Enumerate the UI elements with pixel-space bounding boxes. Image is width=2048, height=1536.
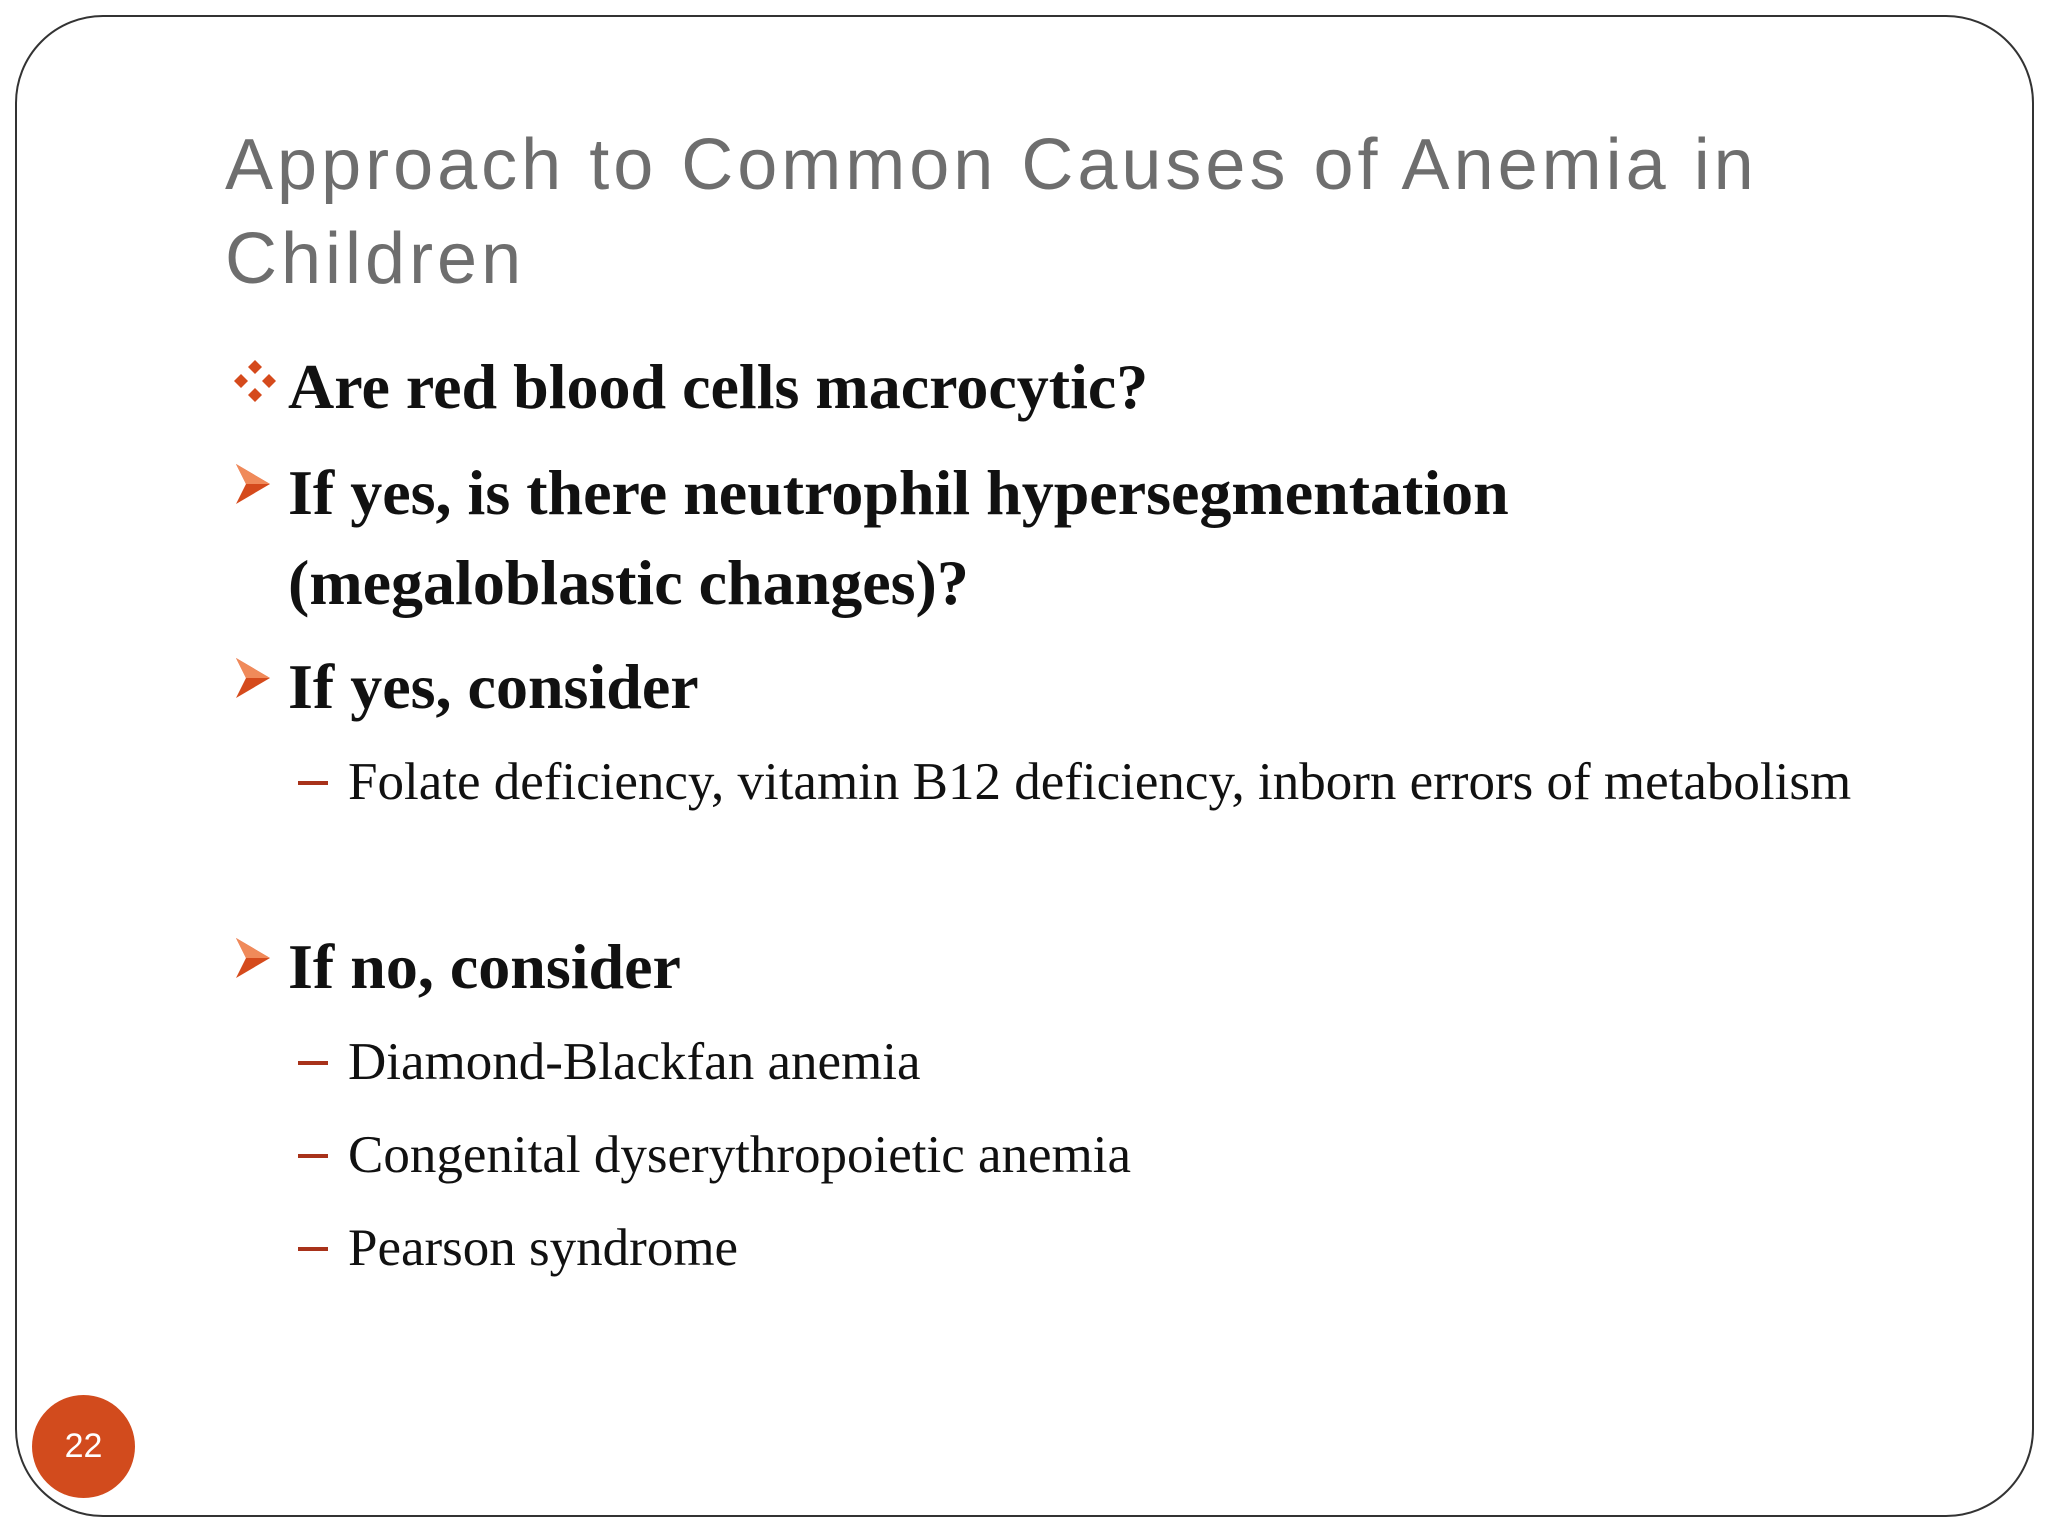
dash-bullet-icon: [298, 1154, 328, 1158]
arrow-bullet-icon: [232, 936, 272, 980]
list-subitem: Folate deficiency, vitamin B12 deficiency, inborn errors of metabolism: [348, 753, 1852, 811]
list-item: Are red blood cells macrocytic?: [288, 351, 1149, 422]
list-subitem: Diamond-Blackfan anemia: [348, 1033, 921, 1091]
list-item: If no, consider: [288, 931, 681, 1002]
arrow-bullet-icon: [232, 656, 272, 700]
dash-bullet-icon: [298, 1247, 328, 1251]
dash-bullet-icon: [298, 1061, 328, 1065]
list-item: If yes, consider: [288, 651, 699, 722]
slide-title: Approach to Common Causes of Anemia in Children: [225, 125, 1758, 299]
diamond-cluster-bullet-icon: [232, 358, 278, 404]
arrow-bullet-icon: [232, 462, 272, 506]
page-number-badge: 22: [32, 1395, 135, 1498]
list-item: If yes, is there neutrophil hypersegmentation (megaloblastic changes)?: [288, 457, 1509, 618]
list-subitem: Pearson syndrome: [348, 1219, 739, 1277]
dash-bullet-icon: [298, 781, 328, 785]
list-subitem: Congenital dyserythropoietic anemia: [348, 1126, 1131, 1184]
